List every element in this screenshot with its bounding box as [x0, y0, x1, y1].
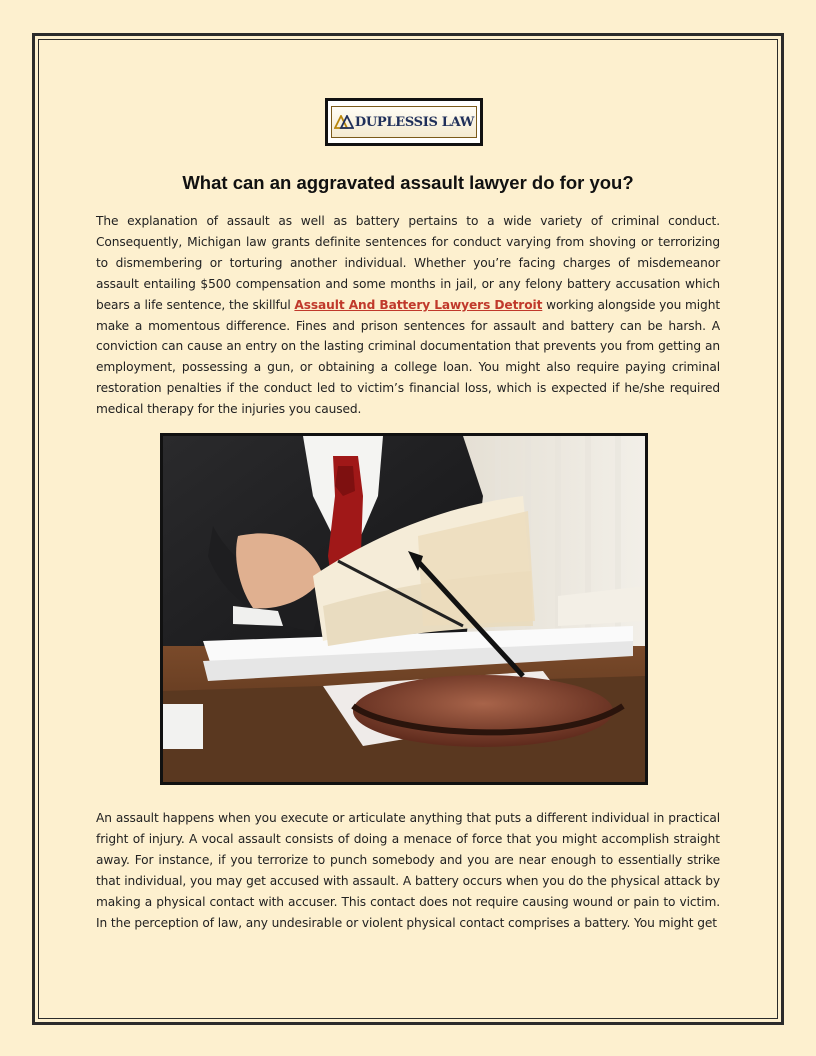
logo-plate — [331, 106, 477, 138]
page-title: What can an aggravated assault lawyer do for you? — [182, 172, 634, 193]
paragraph-1-text-end: working alongside you might make a momentous difference. Fines and prison sentences for assault and battery can be harsh. A conviction can cause an entry on the lasting criminal documentation that prevents you from getting an employment, possessing a gun, or obtaining a college loan. You might also require paying criminal restoration penalties if the conduct led to victim’s financial loss, which is expected if he/she required medical therapy for the injuries you caused. — [96, 297, 720, 417]
lawyer-reading-photo — [160, 433, 648, 785]
body-paragraph-1 — [96, 211, 720, 420]
paragraph-1-text-start: The explanation of assault as well as battery pertains to a wide variety of criminal conduct. Consequently, Michigan law grants definite sentences for conduct varying from shoving or terrorizing to dismembering or torturing another individual. Whether you’re facing charges of misdemeanor assault entailing $500 compensation and some months in jail, or any felony battery accusation which bears a life sentence, the skillful — [96, 214, 720, 312]
lawyer-desk-illustration — [163, 436, 645, 782]
assault-battery-lawyers-link[interactable]: Assault And Battery Lawyers Detroit — [294, 297, 543, 312]
body-paragraph-2: An assault happens when you execute or articulate anything that puts a different individual in practical fright of injury. A vocal assault consists of doing a menace of force that you might accomplish straight away. For instance, if you terrorize to punch somebody and you are near enough to essentially strike that individual, you may get accused with assault. A battery occurs when you do the physical attack by making a physical contact with accuser. This contact does not require causing wound or pain to victim. In the perception of law, any undesirable or violent physical contact comprises a battery. You might get — [96, 811, 720, 930]
logo-mark-icon — [334, 115, 354, 129]
logo-text: DUPLESSIS LAW — [354, 114, 475, 130]
duplessis-law-logo — [325, 98, 483, 146]
